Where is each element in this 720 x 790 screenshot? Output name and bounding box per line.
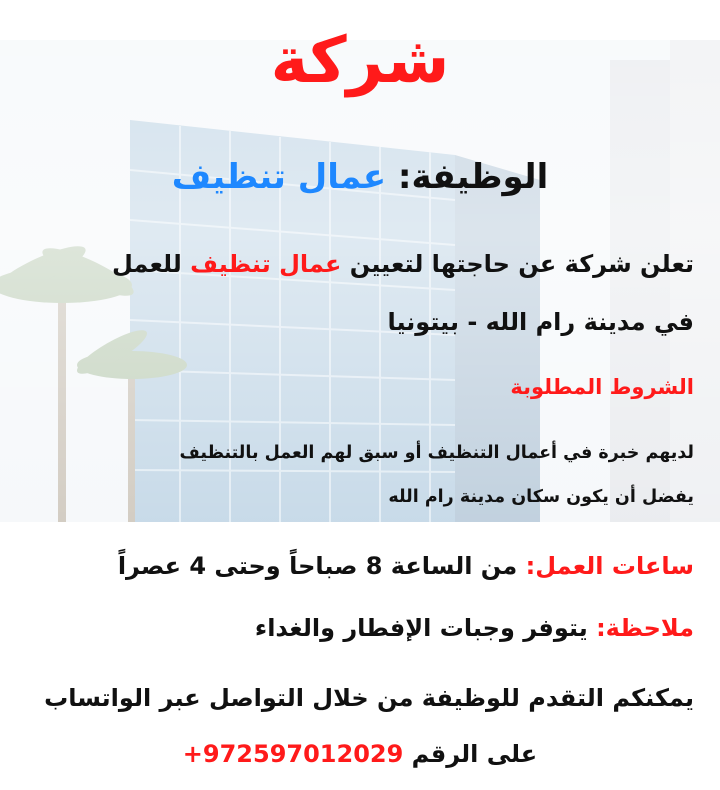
- job-value: عمال تنظيف: [171, 157, 387, 197]
- intro-line-2: في مدينة رام الله - بيتونيا: [387, 308, 694, 336]
- condition-item: لديهم خبرة في أعمال التنظيف أو سبق لهم العمل بالتنظيف: [179, 443, 694, 463]
- note-label: ملاحظة:: [596, 614, 694, 642]
- condition-item: يفضل أن يكون سكان مدينة رام الله: [388, 487, 694, 507]
- intro-highlight: عمال تنظيف: [190, 250, 342, 278]
- apply-line-1: يمكنكم التقدم للوظيفة من خلال التواصل عبر الواتساب: [44, 684, 694, 712]
- work-hours-value: من الساعة 8 صباحاً وحتى 4 عصراً: [117, 552, 518, 580]
- work-hours-label: ساعات العمل:: [525, 552, 694, 580]
- job-title: [0, 150, 720, 204]
- intro-line-1: [14, 244, 694, 284]
- company-title: شركة: [270, 24, 450, 98]
- job-label: الوظيفة:: [397, 157, 549, 197]
- phone-label: على الرقم: [411, 740, 538, 768]
- note: [14, 608, 694, 648]
- intro-text-before: تعلن شركة عن حاجتها لتعيين: [349, 250, 694, 278]
- conditions-title: الشروط المطلوبة: [510, 375, 694, 399]
- note-value: يتوفر وجبات الإفطار والغداء: [254, 614, 588, 642]
- intro-text-after: للعمل: [111, 250, 182, 278]
- phone-number[interactable]: +972597012029: [182, 740, 404, 768]
- apply-line-2: [0, 734, 720, 774]
- work-hours: [14, 546, 694, 586]
